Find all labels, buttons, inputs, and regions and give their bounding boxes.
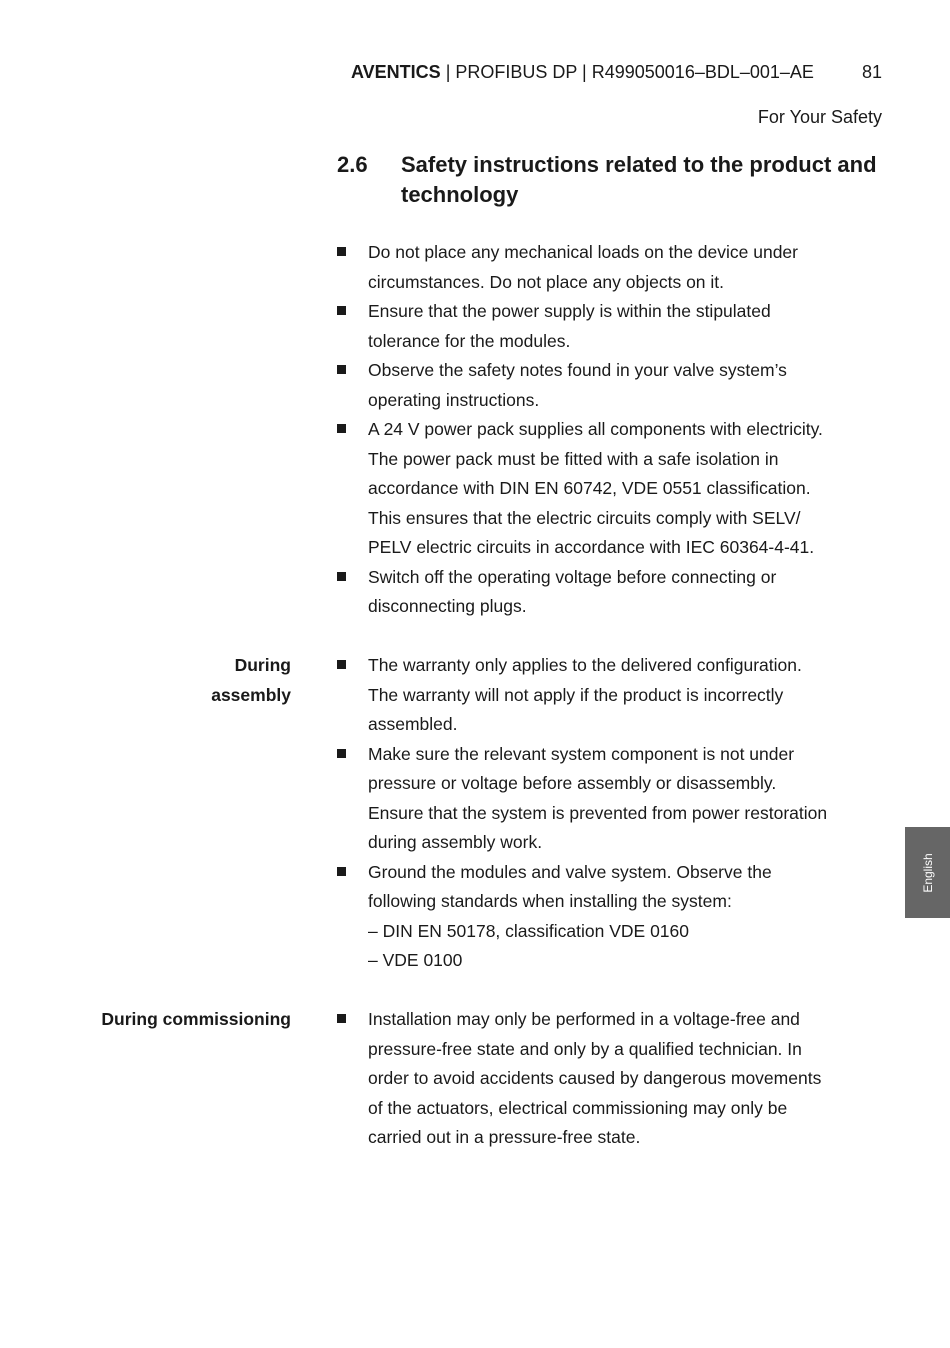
list-item: A 24 V power pack supplies all components with electricity. The power pack must be fitted with a safe isolation in accordance with DIN EN 60742, VDE 0551 classification. This ensures that the electric circuits comply with SELV/ PELV electric circuits in accordance with IEC 60364-4-41. bbox=[337, 415, 882, 563]
bullet-square-icon bbox=[337, 660, 346, 669]
heading-number: 2.6 bbox=[337, 152, 368, 177]
commissioning-label: During commissioning bbox=[101, 1009, 291, 1029]
language-tab bbox=[905, 827, 950, 918]
bullet-square-icon bbox=[337, 247, 346, 256]
bullet-square-icon bbox=[337, 572, 346, 581]
list-item: Make sure the relevant system component is not under pressure or voltage before assembly or disassembly. Ensure that the system is prevented from power restoration during assembly work. bbox=[337, 740, 882, 858]
heading-text: Safety instructions related to the product and technology bbox=[401, 152, 877, 207]
bullet-square-icon bbox=[337, 424, 346, 433]
bullet-square-icon bbox=[337, 749, 346, 758]
running-header bbox=[351, 62, 814, 83]
bullet-square-icon bbox=[337, 867, 346, 876]
bullet-square-icon bbox=[337, 365, 346, 374]
list-item: Do not place any mechanical loads on the device under circumstances. Do not place any objects on it. bbox=[337, 238, 882, 297]
list-item: The warranty only applies to the delivered configuration. The warranty will not apply if the product is incorrectly assembled. bbox=[337, 651, 882, 740]
section-name: For Your Safety bbox=[757, 107, 882, 127]
bullet-square-icon bbox=[337, 1014, 346, 1023]
list-item: Switch off the operating voltage before connecting or disconnecting plugs. bbox=[337, 563, 882, 622]
commissioning-list bbox=[337, 1005, 882, 1153]
bullet-square-icon bbox=[337, 306, 346, 315]
assembly-list bbox=[337, 651, 882, 976]
general-safety-list bbox=[337, 238, 882, 622]
list-item: Observe the safety notes found in your valve system’s operating instructions. bbox=[337, 356, 882, 415]
document-id: | PROFIBUS DP | R499050016–BDL–001–AE bbox=[440, 62, 814, 82]
list-item: Ground the modules and valve system. Observe the following standards when installing the system: – DIN EN 50178, classification VDE 0160 – VDE 0100 bbox=[337, 858, 882, 976]
assembly-label: During assembly bbox=[211, 655, 291, 705]
brand-name: AVENTICS bbox=[351, 62, 441, 82]
section-heading bbox=[337, 150, 877, 210]
list-item: Ensure that the power supply is within the stipulated tolerance for the modules. bbox=[337, 297, 882, 356]
page-number: 81 bbox=[861, 62, 882, 82]
language-tab-label: English bbox=[920, 852, 935, 893]
list-item: Installation may only be performed in a voltage-free and pressure-free state and only by a qualified technician. In order to avoid accidents caused by dangerous movements of the actuators, electrical commissioning may only be carried out in a pressure-free state. bbox=[337, 1005, 882, 1153]
